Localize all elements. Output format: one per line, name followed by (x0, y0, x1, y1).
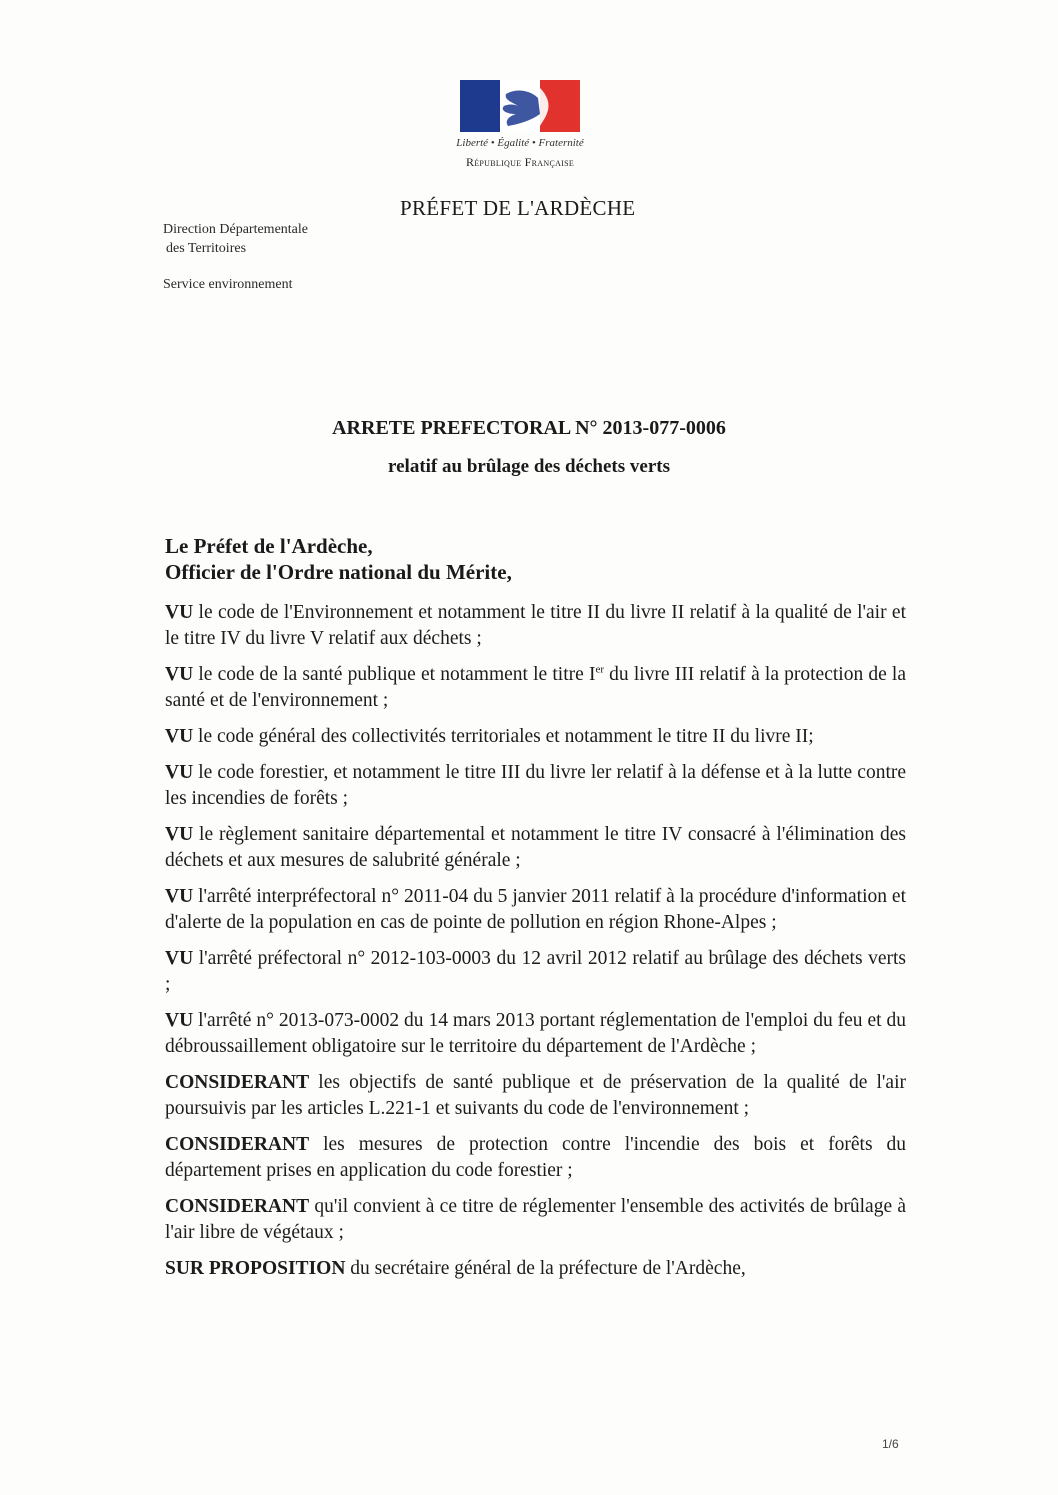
paragraph (165, 724, 906, 750)
keyword: VU (165, 664, 194, 685)
service-direction: Direction Départementale (163, 222, 308, 237)
superscript: er (595, 663, 604, 676)
paragraph (165, 760, 906, 812)
prefet-heading: PRÉFET DE L'ARDÈCHE (400, 196, 636, 220)
marianne-logo (460, 80, 580, 132)
signer-title: Le Préfet de l'Ardèche, (165, 534, 373, 558)
keyword: VU (165, 886, 194, 907)
paragraph-text: le code de la santé publique et notamment le titre I (198, 664, 596, 685)
paragraph (165, 1256, 906, 1282)
paragraph-text: le code forestier, et notamment le titre III du livre ler relatif à la défense et à la lutte contre les incendies de forêts ; (165, 762, 907, 809)
page-number: 1/6 (882, 1437, 899, 1451)
service-territoires: des Territoires (166, 241, 247, 256)
keyword: VU (165, 726, 194, 747)
paragraph (165, 822, 906, 874)
keyword: CONSIDERANT (165, 1134, 310, 1155)
paragraph (165, 1132, 906, 1184)
paragraph-text: le règlement sanitaire départemental et notamment le titre IV consacré à l'élimination des déchets et aux mesures de salubrité générale ; (165, 824, 906, 871)
service-environnement: Service environnement (163, 277, 293, 292)
signer-block (165, 533, 512, 585)
decree-body (165, 600, 906, 1292)
paragraph-text: les objectifs de santé publique et de préservation de la qualité de l'air poursuivis par les articles L.221-1 et suivants du code de l'environnement ; (165, 1072, 907, 1119)
paragraph-text: l'arrêté préfectoral n° 2012-103-0003 du 12 avril 2012 relatif au brûlage des déchets verts ; (165, 948, 906, 995)
paragraph-text: les mesures de protection contre l'incendie des bois et forêts du département prises en application du code forestier ; (165, 1134, 907, 1181)
paragraph (165, 1194, 906, 1246)
keyword: VU (165, 1010, 194, 1031)
keyword: VU (165, 762, 194, 783)
paragraph (165, 946, 906, 998)
keyword: VU (165, 948, 194, 969)
decree-title: ARRETE PREFECTORAL N° 2013-077-0006 (332, 417, 726, 439)
paragraph-text: l'arrêté n° 2013-073-0002 du 14 mars 2013 portant réglementation de l'emploi du feu et du débroussaillement obligatoire sur le territoire du département de l'Ardèche ; (165, 1010, 906, 1057)
decree-subtitle: relatif au brûlage des déchets verts (388, 456, 670, 477)
paragraph (165, 1070, 906, 1122)
paragraph-text: l'arrêté interpréfectoral n° 2011-04 du 5 janvier 2011 relatif à la procédure d'information et d'alerte de la population en cas de pointe de pollution en région Rhone-Alpes ; (165, 886, 906, 933)
paragraph (165, 1008, 906, 1060)
signer-honor: Officier de l'Ordre national du Mérite, (165, 560, 512, 584)
paragraph (165, 600, 906, 652)
paragraph-text: le code général des collectivités territoriales et notamment le titre II du livre II; (198, 726, 814, 747)
keyword: CONSIDERANT (165, 1196, 310, 1217)
paragraph (165, 884, 906, 936)
paragraph-text: qu'il convient à ce titre de réglementer l'ensemble des activités de brûlage à l'air libre de végétaux ; (165, 1196, 907, 1243)
keyword: CONSIDERANT (165, 1072, 310, 1093)
keyword: SUR PROPOSITION (165, 1258, 346, 1279)
paragraph-text: du secrétaire général de la préfecture de l'Ardèche, (350, 1258, 746, 1279)
keyword: VU (165, 602, 194, 623)
keyword: VU (165, 824, 194, 845)
republic-name: République Française (465, 155, 575, 169)
paragraph-text: le code de l'Environnement et notamment le titre II du livre II relatif à la qualité de l'air et le titre IV du livre V relatif aux déchets ; (165, 602, 907, 649)
paragraph-text: du livre III relatif à la protection de la santé et de l'environnement ; (165, 664, 907, 711)
republic-motto: Liberté • Égalité • Fraternité (456, 137, 584, 149)
paragraph (165, 662, 906, 714)
